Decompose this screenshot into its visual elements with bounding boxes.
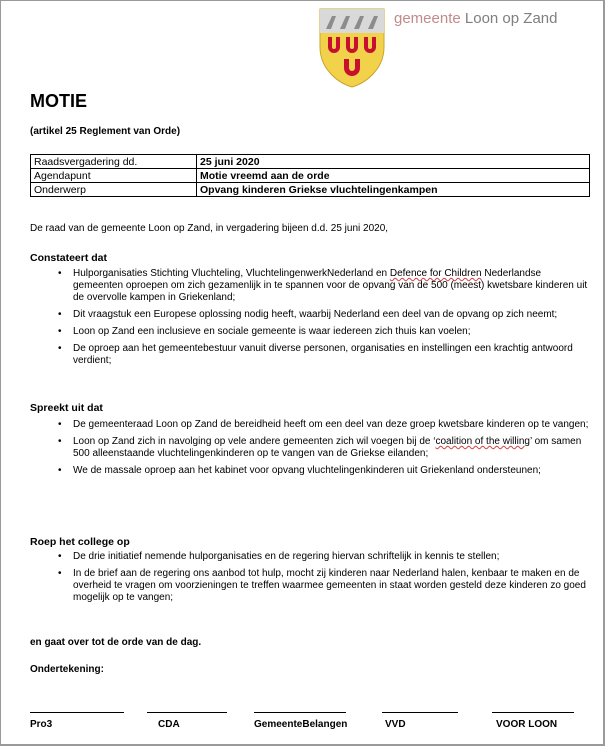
list-item: • Dit vraagstuk een Europese oplossing nodig heeft, waarbij Nederland een deel van de opvang op zich neemt; [58, 309, 592, 321]
list-item: • We de massale oproep aan het kabinet voor opvang vluchtelingenkinderen uit Griekenland ondersteunen; [58, 465, 592, 477]
list-item: • Loon op Zand een inclusieve en sociale gemeente is waar iedereen zich thuis kan voelen; [58, 326, 592, 338]
section-heading-roep: Roep het college op [30, 536, 130, 548]
municipality-brand [394, 10, 557, 27]
municipal-crest-logo [318, 7, 386, 89]
table-label: Agendapunt [31, 169, 197, 183]
intro-paragraph: De raad van de gemeente Loon op Zand, in vergadering bijeen d.d. 25 juni 2020, [30, 223, 389, 234]
table-row [31, 155, 590, 169]
table-row [31, 169, 590, 183]
list-item-marked-text: Defence for Children [389, 268, 482, 279]
closing-line: en gaat over tot de orde van de dag. [30, 637, 202, 648]
list-item: • De gemeenteraad Loon op Zand de bereidheid heeft om een deel van deze groep kwetsbare kinderen op te vangen; [58, 419, 592, 431]
document-title: MOTIE [30, 91, 87, 111]
roep-list [58, 551, 592, 609]
table-label: Onderwerp [31, 183, 197, 197]
list-item: • De oproep aan het gemeentebestuur vanuit diverse personen, organisaties en instellingen een krachtig antwoord verdient; [58, 343, 592, 367]
brand-name: Loon op Zand [464, 10, 558, 27]
signature-line [382, 712, 458, 713]
party-voor-loon: VOOR LOON [496, 719, 558, 730]
motion-info-table [30, 154, 590, 197]
section-heading-constateert: Constateert dat [30, 252, 108, 264]
brand-prefix: gemeente [394, 10, 461, 27]
list-item [58, 268, 592, 304]
list-item: • In de brief aan de regering ons aanbod tot hulp, mocht zij kinderen naar Nederland halen, kenbaar te maken en de overheid te vragen om voorzieningen te treffen waarmee gemeenten in staat worden gesteld deze kinderen zo goed mogelijk op te vangen; [58, 568, 592, 604]
list-item [58, 436, 592, 460]
signing-label: Ondertekening: [30, 664, 104, 675]
list-item-marked-text: coalition of the willing [435, 436, 530, 447]
spreekt-list [58, 419, 592, 482]
list-item-text-start: Hulporganisaties Stichting Vluchteling, VluchtelingenwerkNederland en [73, 268, 390, 279]
article-reference: (artikel 25 Reglement van Orde) [30, 126, 181, 137]
party-gemeentebelangen: GemeenteBelangen [254, 719, 348, 730]
section-heading-spreekt: Spreekt uit dat [30, 402, 103, 414]
signature-line [254, 712, 346, 713]
signature-line [492, 712, 574, 713]
list-item-text-start: Loon op Zand zich in navolging op vele andere gemeenten zich wil voegen bij de ‘ [73, 436, 436, 447]
table-value: 25 juni 2020 [197, 155, 590, 169]
table-value: Opvang kinderen Griekse vluchtelingenkampen [197, 183, 590, 197]
table-row [31, 183, 590, 197]
party-vvd: VVD [385, 719, 406, 730]
signature-line [147, 712, 227, 713]
signature-line [30, 712, 124, 713]
list-item-text-end: ’ om samen 500 alleenstaande vluchtelingenkinderen op te vangen van de Griekse eilanden; [73, 436, 582, 459]
list-item-text-end: Nederlandse gemeenten oproepen om zich gezamenlijk in te spannen voor de opvang van de 500 (meest) kwetsbare kinderen uit de overvolle kampen in Griekenland; [73, 268, 588, 303]
party-cda: CDA [158, 719, 180, 730]
constateert-list [58, 268, 592, 372]
party-pro3: Pro3 [30, 719, 53, 730]
table-label: Raadsvergadering dd. [31, 155, 197, 169]
table-value: Motie vreemd aan de orde [197, 169, 590, 183]
list-item: • De drie initiatief nemende hulporganisaties en de regering hiervan schriftelijk in kennis te stellen; [58, 551, 592, 563]
